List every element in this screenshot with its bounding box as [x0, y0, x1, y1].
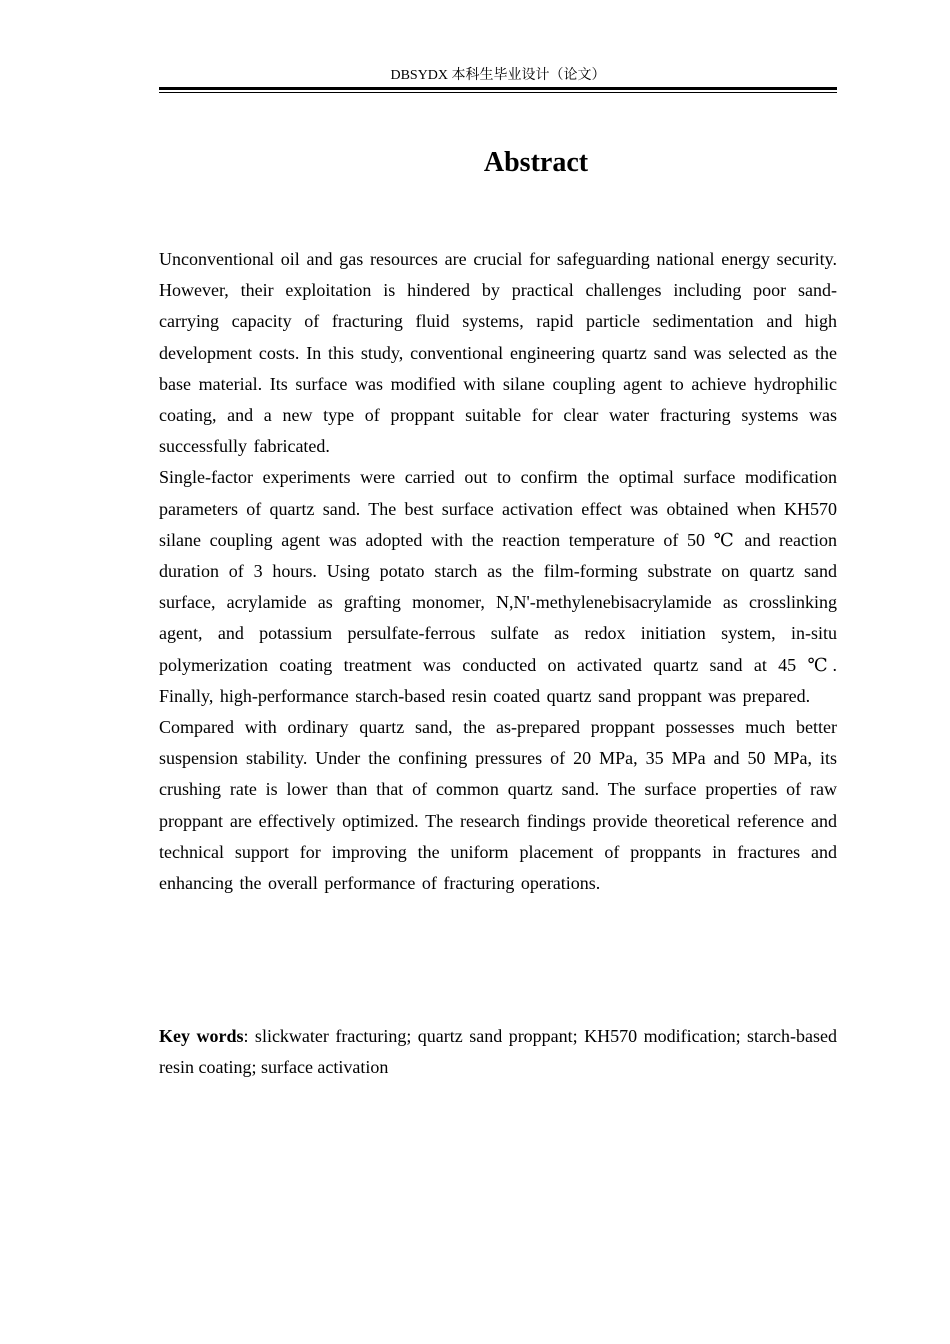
- abstract-paragraph-1: Unconventional oil and gas resources are crucial for safeguarding national energy security. However, their exploitation is hindered by practical challenges including poor sand-carrying capacity of fracturing fluid systems, rapid particle sedimentation and high development costs. In this study, conventional engineering quartz sand was selected as the base material. Its surface was modified with silane coupling agent to achieve hydrophilic coating, and a new type of proppant suitable for clear water fracturing systems was successfully fabricated.: [159, 249, 837, 457]
- abstract-paragraph-3: Compared with ordinary quartz sand, the as-prepared proppant possesses much better suspension stability. Under the confining pressures of 20 MPa, 35 MPa and 50 MPa, its crushing rate is lower than that of common quartz sand. The surface properties of raw proppant are effectively optimized. The research findings provide theoretical reference and technical support for improving the uniform placement of proppants in fractures and enhancing the overall performance of fracturing operations.: [159, 717, 837, 894]
- abstract-body: [159, 244, 837, 899]
- header-rule-thick: [159, 87, 837, 90]
- abstract-paragraph-2: Single-factor experiments were carried out to confirm the optimal surface modification parameters of quartz sand. The best surface activation effect was obtained when KH570 silane coupling agent was adopted with the reaction temperature of 50 ℃ and reaction duration of 3 hours. Using potato starch as the film-forming substrate on quartz sand surface, acrylamide as grafting monomer, N,N'-methylenebisacrylamide as crosslinking agent, and potassium persulfate-ferrous sulfate as redox initiation system, in-situ polymerization coating treatment was conducted on activated quartz sand at 45 ℃. Finally, high-performance starch-based resin coated quartz sand proppant was prepared.: [159, 467, 837, 706]
- header-rule-thin: [159, 92, 837, 93]
- keywords-label: Key words: [159, 1026, 244, 1046]
- document-page: [159, 0, 837, 1344]
- keywords-line: [159, 1021, 837, 1083]
- abstract-title: Abstract: [483, 147, 589, 178]
- running-header: DBSYDX 本科生毕业设计（论文）: [390, 68, 606, 83]
- keywords-text: : slickwater fracturing; quartz sand proppant; KH570 modification; starch-based resin coating; surface activation: [159, 1026, 837, 1078]
